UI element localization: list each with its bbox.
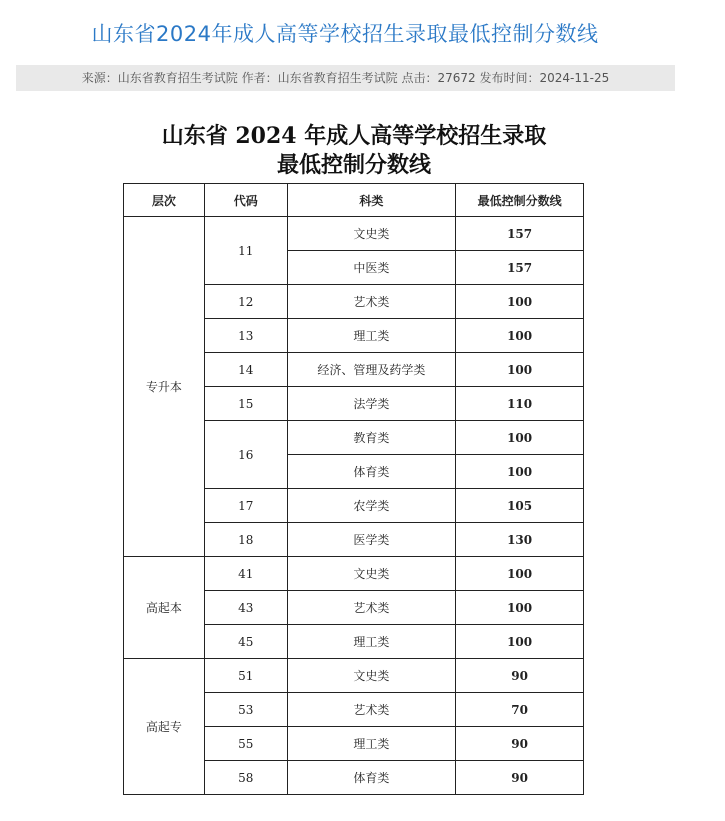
subject-cell: 农学类	[287, 489, 456, 523]
score-cell: 157	[456, 251, 584, 285]
date-label: 发布时间：	[479, 71, 540, 85]
code-cell: 58	[204, 761, 287, 795]
code-cell: 13	[204, 319, 287, 353]
subject-cell: 文史类	[287, 659, 456, 693]
subject-cell: 理工类	[287, 319, 456, 353]
score-cell: 157	[456, 217, 584, 251]
code-cell: 15	[204, 387, 287, 421]
score-table	[123, 183, 584, 795]
document-heading-line1: 山东省 2024 年成人高等学校招生录取	[161, 123, 547, 149]
table-body	[124, 217, 584, 795]
header-subject: 科类	[287, 184, 456, 217]
score-cell: 100	[456, 353, 584, 387]
code-cell: 45	[204, 625, 287, 659]
score-cell: 100	[456, 319, 584, 353]
code-cell: 41	[204, 557, 287, 591]
subject-cell: 体育类	[287, 455, 456, 489]
code-cell: 43	[204, 591, 287, 625]
subject-cell: 医学类	[287, 523, 456, 557]
score-cell: 100	[456, 455, 584, 489]
score-cell: 100	[456, 591, 584, 625]
level-cell: 高起本	[124, 557, 205, 659]
table-row	[124, 217, 584, 251]
author-label: 作者：	[241, 71, 278, 85]
subject-cell: 理工类	[287, 727, 456, 761]
score-cell: 90	[456, 761, 584, 795]
subject-cell: 经济、管理及药学类	[287, 353, 456, 387]
table-row	[124, 659, 584, 693]
document-heading-line2: 最低控制分数线	[276, 152, 431, 178]
score-cell: 100	[456, 557, 584, 591]
score-cell: 100	[456, 625, 584, 659]
subject-cell: 艺术类	[287, 693, 456, 727]
header-level: 层次	[124, 184, 205, 217]
subject-cell: 文史类	[287, 557, 456, 591]
subject-cell: 理工类	[287, 625, 456, 659]
code-cell: 11	[204, 217, 287, 285]
score-cell: 110	[456, 387, 584, 421]
table-header-row	[124, 184, 584, 217]
code-cell: 16	[204, 421, 287, 489]
code-cell: 53	[204, 693, 287, 727]
header-score: 最低控制分数线	[456, 184, 584, 217]
code-cell: 12	[204, 285, 287, 319]
score-cell: 130	[456, 523, 584, 557]
source-value: 山东省教育招生考试院	[117, 71, 238, 85]
source-label: 来源：	[81, 71, 118, 85]
code-cell: 17	[204, 489, 287, 523]
subject-cell: 教育类	[287, 421, 456, 455]
author-value: 山东省教育招生考试院	[277, 71, 398, 85]
header-code: 代码	[204, 184, 287, 217]
article-meta-bar	[16, 65, 675, 91]
document-heading	[124, 122, 584, 180]
clicks-value: 27672	[437, 71, 476, 85]
subject-cell: 中医类	[287, 251, 456, 285]
article-title: 山东省2024年成人高等学校招生录取最低控制分数线	[91, 22, 599, 46]
score-cell: 100	[456, 285, 584, 319]
code-cell: 14	[204, 353, 287, 387]
score-cell: 90	[456, 727, 584, 761]
date-value: 2024-11-25	[539, 71, 610, 85]
table-row	[124, 557, 584, 591]
subject-cell: 艺术类	[287, 285, 456, 319]
level-cell: 专升本	[124, 217, 205, 557]
score-cell: 90	[456, 659, 584, 693]
subject-cell: 文史类	[287, 217, 456, 251]
clicks-label: 点击：	[401, 71, 438, 85]
score-cell: 100	[456, 421, 584, 455]
code-cell: 51	[204, 659, 287, 693]
level-cell: 高起专	[124, 659, 205, 795]
code-cell: 55	[204, 727, 287, 761]
subject-cell: 艺术类	[287, 591, 456, 625]
subject-cell: 体育类	[287, 761, 456, 795]
score-cell: 105	[456, 489, 584, 523]
score-cell: 70	[456, 693, 584, 727]
subject-cell: 法学类	[287, 387, 456, 421]
code-cell: 18	[204, 523, 287, 557]
